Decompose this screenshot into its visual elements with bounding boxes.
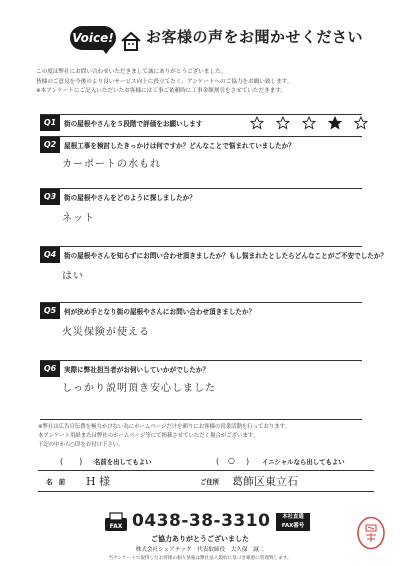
intro-note: ※本アンケートにご記入いただいたお客様には工事ご依頼時に工事金額割引をさせていただきます。 (36, 88, 287, 95)
answer-text[interactable]: カーポートの水もれ (62, 159, 161, 170)
fax-number: 0438-38-3310 (132, 511, 271, 531)
house-icon (120, 30, 142, 52)
company-name: 株式会社シェアテック 代表取締役 大久保 誠二 (135, 547, 265, 553)
fax-icon (104, 512, 128, 532)
answer-text[interactable]: 火災保険が使える (62, 327, 150, 338)
intro-text (36, 68, 372, 97)
answer-text[interactable]: しっかり説明頂き安心しました (62, 383, 216, 394)
page-title: お客様の声をお聞かせください (146, 28, 364, 46)
question-text: 実際に弊社担当者がお伺いしていかがでしたか？ (64, 366, 210, 374)
note-line: ※弊社は広告宣伝費を極力かけない為にホームページだけを頼りにお客様の営業活動を行っております。 (38, 424, 290, 430)
question-text: 街の屋根やさんを知らずにお問い合わせ頂きましたか？もし悩まれたとしたらどんなことがご不安でしたか？ (64, 252, 388, 260)
question-number: Q6 (40, 361, 60, 377)
address-field[interactable]: 葛飾区東立石 (232, 475, 298, 488)
question-number: Q4 (40, 247, 60, 263)
question-2 (40, 136, 362, 188)
initial-ok-mark: ○ (228, 456, 235, 465)
question-number: Q1 (40, 115, 60, 131)
privacy-note: 当アンケートで取得したお客様の個人情報は弊社法人規約に基づき厳重に管理致します。 (108, 556, 292, 561)
publication-note (38, 423, 378, 451)
thanks-text: ご協力ありがとうございました (151, 535, 249, 543)
question-5 (40, 302, 362, 360)
name-field[interactable]: H 様 (86, 475, 111, 488)
star-icon-selected[interactable] (328, 116, 342, 130)
question-4 (40, 246, 388, 302)
name-ok-checkbox[interactable]: ( ) (60, 457, 83, 466)
note-line: 下記の中から○印をお付け下さい。 (38, 442, 124, 449)
question-1 (40, 114, 362, 136)
question-number: Q2 (40, 137, 60, 153)
address-label: ご住所 (200, 478, 220, 486)
name-ok-label: 名前を出してもよい (94, 458, 152, 466)
question-6 (40, 360, 362, 420)
question-text: 街の屋根やさんを５段階で評価をお願いします (64, 120, 203, 128)
fax-icon-label: FAX (109, 523, 123, 530)
fax-area (104, 512, 314, 534)
question-number: Q5 (40, 303, 60, 319)
name-address-row (38, 470, 374, 492)
question-text: 街の屋根やさんをどのように探しましたか？ (64, 194, 196, 202)
intro-line: この度は弊社にお問い合わせいただきまして誠にありがとうございました。 (36, 69, 227, 75)
intro-line: 皆様のご意見を今後のより良いサービス向上に役立てたく、アンケートへのご協力をお願い致します。 (36, 78, 293, 85)
star-icon[interactable] (276, 116, 290, 130)
question-number: Q3 (40, 189, 60, 205)
question-text: 屋根工事を検討したきっかけは何ですか？どんなことで悩まれていましたか？ (64, 142, 295, 150)
answer-text[interactable]: ネット (62, 213, 95, 224)
fax-direct-badge: 本社直通 FAX番号 (276, 513, 310, 531)
note-line: 本アンケート用紙または弊社のホームページ等にて掲載させていただく場合がございます。 (38, 433, 259, 440)
initial-ok-label: イニシャルなら出してもよい (262, 458, 345, 466)
publish-options (38, 456, 374, 469)
star-icon[interactable] (302, 116, 316, 130)
star-icon[interactable] (354, 116, 368, 130)
answer-text[interactable]: はい (62, 271, 84, 282)
star-icon[interactable] (250, 116, 264, 130)
initial-ok-checkbox[interactable]: ( (216, 457, 228, 466)
question-3 (40, 188, 362, 246)
name-label: 名 前 (46, 478, 66, 486)
seal-stamp-icon (356, 516, 386, 550)
question-text: 何が決め手となり街の屋根やさんにお問い合わせ頂きましたか？ (64, 308, 256, 316)
voice-badge: Voice! (70, 26, 116, 50)
survey-header (0, 4, 400, 62)
initial-ok-checkbox-close: ) (238, 457, 250, 466)
